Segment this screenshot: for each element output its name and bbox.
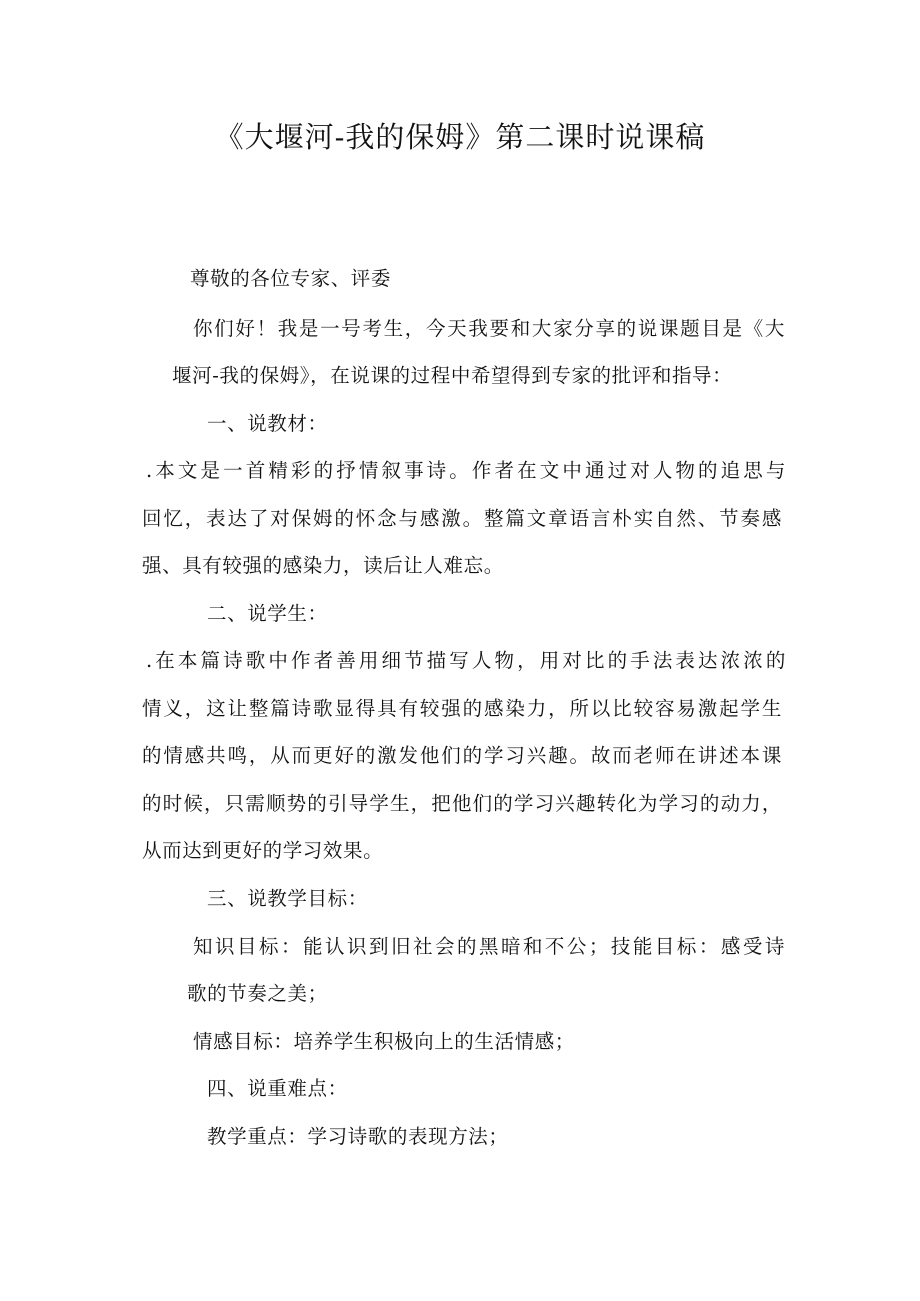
section1-heading: 一、说教材： (207, 412, 328, 435)
section1-line-1: .本文是一首精彩的抒情叙事诗。作者在文中通过对人物的追思与 (146, 459, 786, 482)
intro-line-2: 堰河-我的保姆》，在说课的过程中希望得到专家的批评和指导： (172, 364, 733, 387)
section4-heading: 四、说重难点： (207, 1077, 348, 1100)
intro-line-1: 你们好！我是一号考生，今天我要和大家分享的说课题目是《大 (193, 317, 785, 340)
section3-line-2: 歌的节奏之美； (187, 982, 328, 1005)
section4-line-1: 教学重点：学习诗歌的表现方法； (207, 1125, 509, 1148)
section3-line-3: 情感目标：培养学生积极向上的生活情感； (193, 1030, 575, 1053)
section2-line-1: .在本篇诗歌中作者善用细节描写人物，用对比的手法表达浓浓的 (146, 649, 786, 672)
section1-line-3: 强、具有较强的感染力，读后让人难忘。 (142, 554, 504, 577)
section2-line-4: 的时候，只需顺势的引导学生，把他们的学习兴趣转化为学习的动力， (142, 792, 782, 815)
section2-line-2: 情义，这让整篇诗歌显得具有较强的感染力，所以比较容易激起学生 (142, 697, 782, 720)
greeting-line: 尊敬的各位专家、评委 (190, 267, 392, 290)
document-title: 《大堰河-我的保姆》第二课时说课稿 (214, 120, 706, 154)
section1-line-2: 回忆，表达了对保姆的怀念与感激。整篇文章语言朴实自然、节奏感 (142, 507, 782, 530)
section2-line-5: 从而达到更好的学习效果。 (142, 839, 384, 862)
section3-heading: 三、说教学目标： (207, 887, 368, 910)
section2-line-3: 的情感共鸣，从而更好的激发他们的学习兴趣。故而老师在讲述本课 (142, 744, 782, 767)
section2-heading: 二、说学生： (207, 602, 328, 625)
section3-line-1: 知识目标：能认识到旧社会的黑暗和不公；技能目标：感受诗 (193, 935, 785, 958)
